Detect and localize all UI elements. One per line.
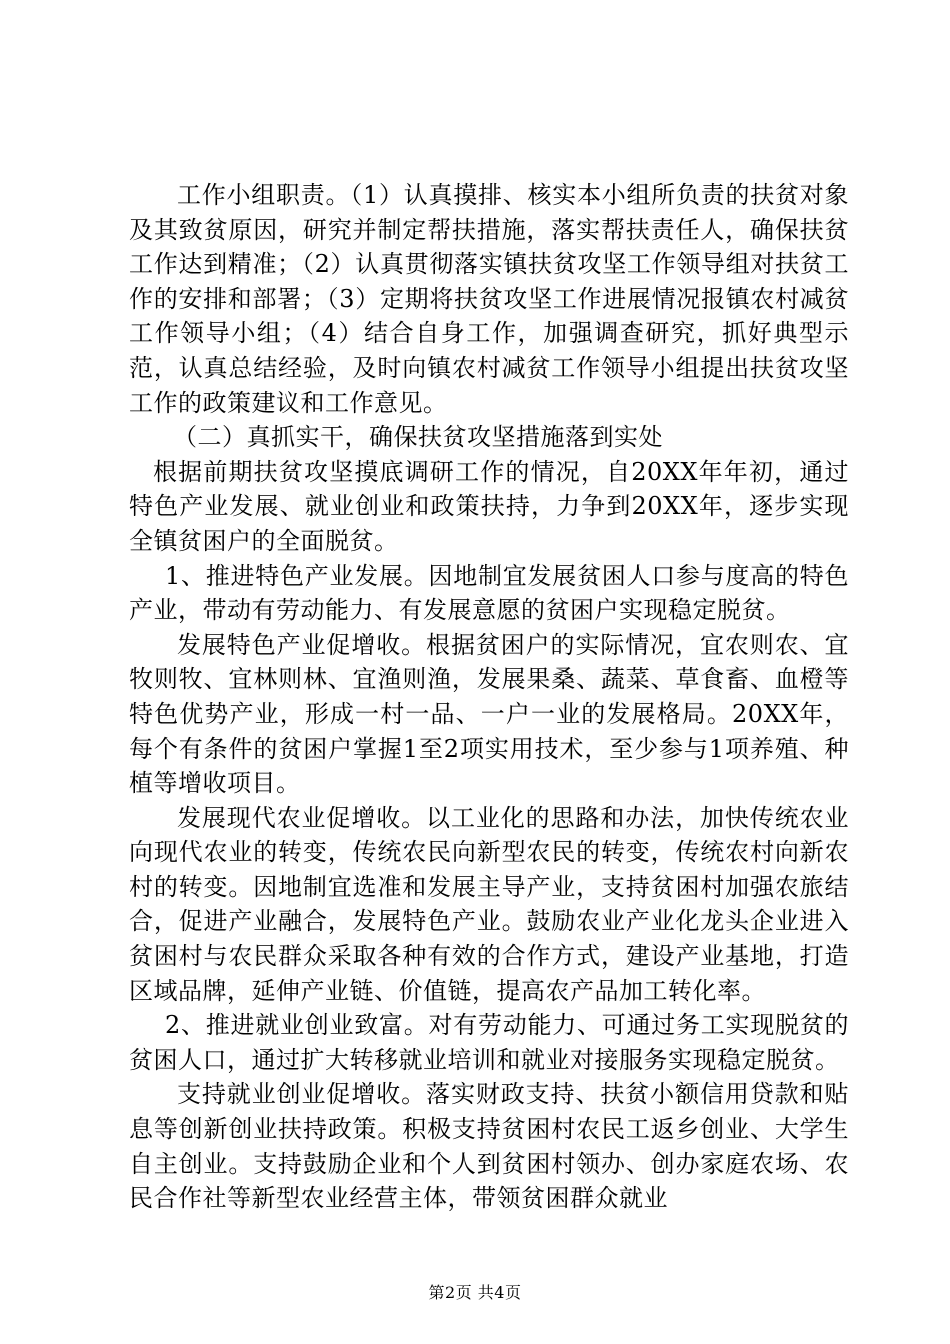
paragraph-work-group-duties: 工作小组职责。（1）认真摸排、核实本小组所负责的扶贫对象及其致贫原因，研究并制定帮扶措施，落实帮扶责任人，确保扶贫工作达到精准；（2）认真贯彻落实镇扶贫攻坚工作领导组对扶贫工作的安排和部署；（3）定期将扶贫攻坚工作进展情况报镇农村减贫工作领导小组；（4）结合自身工作，加强调查研究，抓好典型示范，认真总结经验，及时向镇农村减贫工作领导小组提出扶贫攻坚工作的政策建议和工作意见。 (129, 181, 849, 417)
paragraph-item-2-employment: 2、推进就业创业致富。对有劳动能力、可通过务工实现脱贫的贫困人口，通过扩大转移就业培训和就业对接服务实现稳定脱贫。 (129, 1011, 849, 1074)
section-heading-2: （二）真抓实干，确保扶贫攻坚措施落到实处 (173, 423, 663, 452)
paragraph-survey-basis: 根据前期扶贫攻坚摸底调研工作的情况，自20XX年年初，通过特色产业发展、就业创业和政策扶持，力争到20XX年，逐步实现全镇贫困户的全面脱贫。 (129, 457, 849, 555)
paragraph-item-1-industry: 1、推进特色产业发展。因地制宜发展贫困人口参与度高的特色产业，带动有劳动能力、有发展意愿的贫困户实现稳定脱贫。 (129, 561, 849, 625)
page-footer: 第2页 共4页 (428, 1283, 522, 1302)
paragraph-specialty-industry: 发展特色产业促增收。根据贫困户的实际情况，宜农则农、宜牧则牧、宜林则林、宜渔则渔，发展果桑、蔬菜、草食畜、血橙等特色优势产业，形成一村一品、一户一业的发展格局。20XX年，每个有条件的贫困户掌握1至2项实用技术，至少参与1项养殖、种植等增收项目。 (129, 630, 849, 798)
paragraph-modern-agriculture: 发展现代农业促增收。以工业化的思路和办法，加快传统农业向现代农业的转变，传统农民向新型农民的转变，传统农村向新农村的转变。因地制宜选准和发展主导产业，支持贫困村加强农旅结合，促进产业融合，发展特色产业。鼓励农业产业化龙头企业进入贫困村与农民群众采取各种有效的合作方式，建设产业基地，打造区域品牌，延伸产业链、价值链，提高农产品加工转化率。 (129, 803, 849, 1005)
paragraph-entrepreneurship: 支持就业创业促增收。落实财政支持、扶贫小额信用贷款和贴息等创新创业扶持政策。积极支持贫困村农民工返乡创业、大学生自主创业。支持鼓励企业和个人到贫困村领办、创办家庭农场、农民合作社等新型农业经营主体，带领贫困群众就业 (129, 1080, 849, 1213)
document-body (129, 178, 849, 1216)
